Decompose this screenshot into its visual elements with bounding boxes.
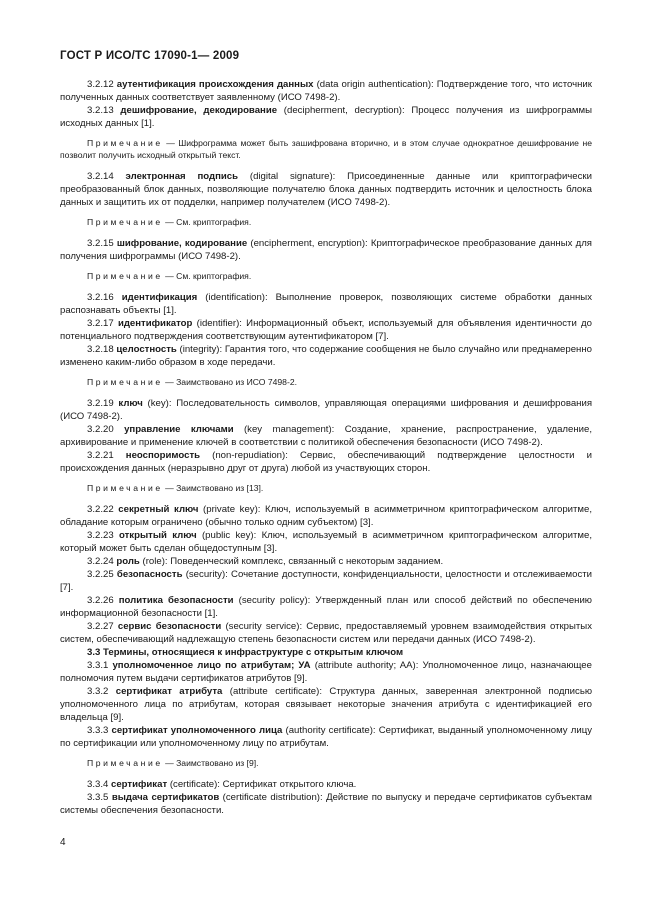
term-number: 3.2.12 bbox=[87, 79, 114, 90]
term-definition bbox=[60, 568, 592, 594]
note-text: — Заимствовано из ИСО 7498-2. bbox=[162, 377, 297, 387]
term-definition bbox=[60, 78, 592, 104]
term-title: сертификат атрибута bbox=[115, 686, 223, 697]
term-title: неоспоримость bbox=[125, 450, 201, 461]
term-definition bbox=[60, 555, 592, 568]
term-text: (identifier): Информационный объект, используемый для объявления идентичности до потенциального подтверждения соответствующим аутентификатором [7]. bbox=[60, 318, 592, 342]
note bbox=[60, 482, 592, 494]
term-title: электронная подпись bbox=[125, 171, 239, 182]
term-definition bbox=[60, 397, 592, 423]
note bbox=[60, 757, 592, 769]
term-text: (certificate): Сертификат открытого ключа. bbox=[167, 779, 357, 790]
term-text: (integrity): Гарантия того, что содержание сообщения не было случайно или преднамеренно изменено каким-либо образом в ходе передачи. bbox=[60, 344, 592, 368]
term-definition bbox=[60, 685, 592, 724]
term-text: (decipherment, decryption): Процесс получения из шифрограммы исходных данных [1]. bbox=[60, 105, 593, 129]
page-number: 4 bbox=[60, 837, 66, 848]
term-title: целостность bbox=[116, 344, 177, 355]
term-title: аутентификация происхождения данных bbox=[116, 79, 314, 90]
term-title: выдача сертификатов bbox=[111, 792, 220, 803]
term-number: 3.3.3 bbox=[87, 725, 109, 736]
term-number: 3.2.15 bbox=[87, 238, 114, 249]
note-label: Примечание bbox=[87, 758, 163, 768]
note-label: Примечание bbox=[87, 483, 163, 493]
note bbox=[60, 216, 592, 228]
term-text: (key): Последовательность символов, управляющая операциями шифрования и дешифрования (ИСО 7498-2). bbox=[60, 398, 593, 422]
term-number: 3.3.4 bbox=[87, 779, 109, 790]
document-body bbox=[60, 78, 592, 817]
note-label: Примечание bbox=[87, 217, 163, 227]
note-label: Примечание bbox=[87, 138, 163, 148]
note-text: — См. криптография. bbox=[162, 271, 252, 281]
term-title: политика безопасности bbox=[118, 595, 234, 606]
term-text: (private key): Ключ, используемый в асимметричном криптографическом алгоритме, обладание которым ограничено (обычно только одним субъектом) [3]. bbox=[60, 504, 593, 528]
term-text: (encipherment, encryption): Криптографическое преобразование данных для получения шифрограммы (ИСО 7498-2). bbox=[60, 238, 592, 262]
term-text: (attribute authority; AA): Уполномоченное лицо, назначающее полномочия путем выдачи сертификатов атрибутов [9]. bbox=[60, 660, 592, 684]
term-number: 3.2.21 bbox=[87, 450, 114, 461]
term-title: ключ bbox=[118, 398, 143, 409]
term-definition bbox=[60, 104, 592, 130]
term-number: 3.2.13 bbox=[87, 105, 114, 116]
note-text: — Заимствовано из [9]. bbox=[162, 758, 259, 768]
term-text: (data origin authentication): Подтверждение того, что источник полученных данных соответствует заявленному (ИСО 7498-2). bbox=[60, 79, 592, 103]
term-number: 3.3.1 bbox=[87, 660, 109, 671]
term-title: открытый ключ bbox=[118, 530, 197, 541]
term-definition bbox=[60, 594, 592, 620]
term-text: (security): Сочетание доступности, конфиденциальности, целостности и отслеживаемости [7]. bbox=[60, 569, 592, 593]
term-title: сервис безопасности bbox=[117, 621, 222, 632]
term-title: шифрование, кодирование bbox=[116, 238, 248, 249]
term-definition bbox=[60, 503, 592, 529]
note-text: — Шифрограмма может быть зашифрована вторично, и в этом случае однократное дешифрование не позволит получить исходный открытый текст. bbox=[60, 138, 592, 160]
term-number: 3.2.20 bbox=[87, 424, 114, 435]
term-number: 3.3.5 bbox=[87, 792, 109, 803]
term-number: 3.3.2 bbox=[87, 686, 109, 697]
term-title: роль bbox=[116, 556, 140, 567]
term-definition bbox=[60, 291, 592, 317]
term-number: 3.2.27 bbox=[87, 621, 114, 632]
term-text: (key management): Создание, хранение, распространение, удаление, архивирование и применение ключей в соответствии с политикой обеспечения безопасности (ИСО 7498-2). bbox=[60, 424, 592, 448]
term-definition bbox=[60, 724, 592, 750]
page-header: ГОСТ Р ИСО/ТС 17090-1— 2009 bbox=[60, 50, 240, 62]
note-text: — Заимствовано из [13]. bbox=[162, 483, 264, 493]
term-number: 3.2.18 bbox=[87, 344, 114, 355]
term-definition bbox=[60, 317, 592, 343]
term-title: уполномоченное лицо по атрибутам; УА bbox=[112, 660, 311, 671]
term-title: дешифрование, декодирование bbox=[120, 105, 278, 116]
term-text: (digital signature): Присоединенные данные или криптографически преобразованный блок данных, позволяющие получателю блока данных подтвердить источник и целостность блока данных и защитить их от подделки, например получателем (ИСО 7498-2). bbox=[60, 171, 592, 208]
term-number: 3.2.17 bbox=[87, 318, 114, 329]
term-definition bbox=[60, 529, 592, 555]
term-text: (non-repudiation): Сервис, обеспечивающий подтверждение целостности и происхождения данных (неразрывно друг от друга) любой из участвующих сторон. bbox=[60, 450, 592, 474]
term-text: (authority certificate): Сертификат, выданный уполномоченному лицу по сертификации или уполномоченному лицу по атрибутам. bbox=[60, 725, 592, 749]
note-label: Примечание bbox=[87, 271, 163, 281]
term-number: 3.2.23 bbox=[87, 530, 114, 541]
term-text: (identification): Выполнение проверок, позволяющих системе обработки данных распознавать объекты [1]. bbox=[60, 292, 592, 316]
term-definition bbox=[60, 343, 592, 369]
term-title: сертификат уполномоченного лица bbox=[111, 725, 283, 736]
term-title: сертификат bbox=[111, 779, 168, 790]
term-text: (security service): Сервис, предоставляемый уровнем взаимодействия открытых систем, обеспечивающий надлежащую степень безопасности систем или передачи данных (ИСО 7498-2). bbox=[60, 621, 592, 645]
term-number: 3.2.26 bbox=[87, 595, 114, 606]
term-number: 3.2.19 bbox=[87, 398, 114, 409]
term-definition bbox=[60, 237, 592, 263]
term-definition bbox=[60, 620, 592, 646]
section-heading: 3.3 Термины, относящиеся к инфраструктуре с открытым ключом bbox=[87, 647, 404, 658]
term-text: (security policy): Утвержденный план или способ действий по обеспечению информационной безопасности [1]. bbox=[60, 595, 593, 619]
term-definition bbox=[60, 449, 592, 475]
term-definition bbox=[60, 659, 592, 685]
term-text: (role): Поведенческий комплекс, связанный с некоторым заданием. bbox=[139, 556, 444, 567]
term-definition bbox=[60, 170, 592, 209]
note-label: Примечание bbox=[87, 377, 163, 387]
term-definition bbox=[60, 423, 592, 449]
term-title: идентификатор bbox=[117, 318, 193, 329]
term-definition bbox=[60, 778, 592, 791]
term-title: идентификация bbox=[121, 292, 198, 303]
term-title: безопасность bbox=[116, 569, 183, 580]
term-title: секретный ключ bbox=[118, 504, 199, 515]
term-number: 3.2.24 bbox=[87, 556, 114, 567]
term-number: 3.2.25 bbox=[87, 569, 114, 580]
note-text: — См. криптография. bbox=[162, 217, 252, 227]
term-title: управление ключами bbox=[124, 424, 234, 435]
term-number: 3.2.16 bbox=[87, 292, 114, 303]
term-text: (attribute certificate): Структура данных, заверенная электронной подписью уполномоченного лица по атрибутам, которая связывает некоторые значения атрибута с идентификацией его владельца [9]. bbox=[60, 686, 593, 723]
term-number: 3.2.14 bbox=[87, 171, 114, 182]
term-text: (certificate distribution): Действие по выпуску и передаче сертификатов субъектам системы обеспечения безопасности. bbox=[60, 792, 592, 816]
term-number: 3.2.22 bbox=[87, 504, 114, 515]
note bbox=[60, 270, 592, 282]
term-text: (public key): Ключ, используемый в асимметричном криптографическом алгоритме, который может быть сделан общедоступным [3]. bbox=[60, 530, 592, 554]
note bbox=[60, 376, 592, 388]
note bbox=[60, 137, 592, 161]
term-definition bbox=[60, 791, 592, 817]
